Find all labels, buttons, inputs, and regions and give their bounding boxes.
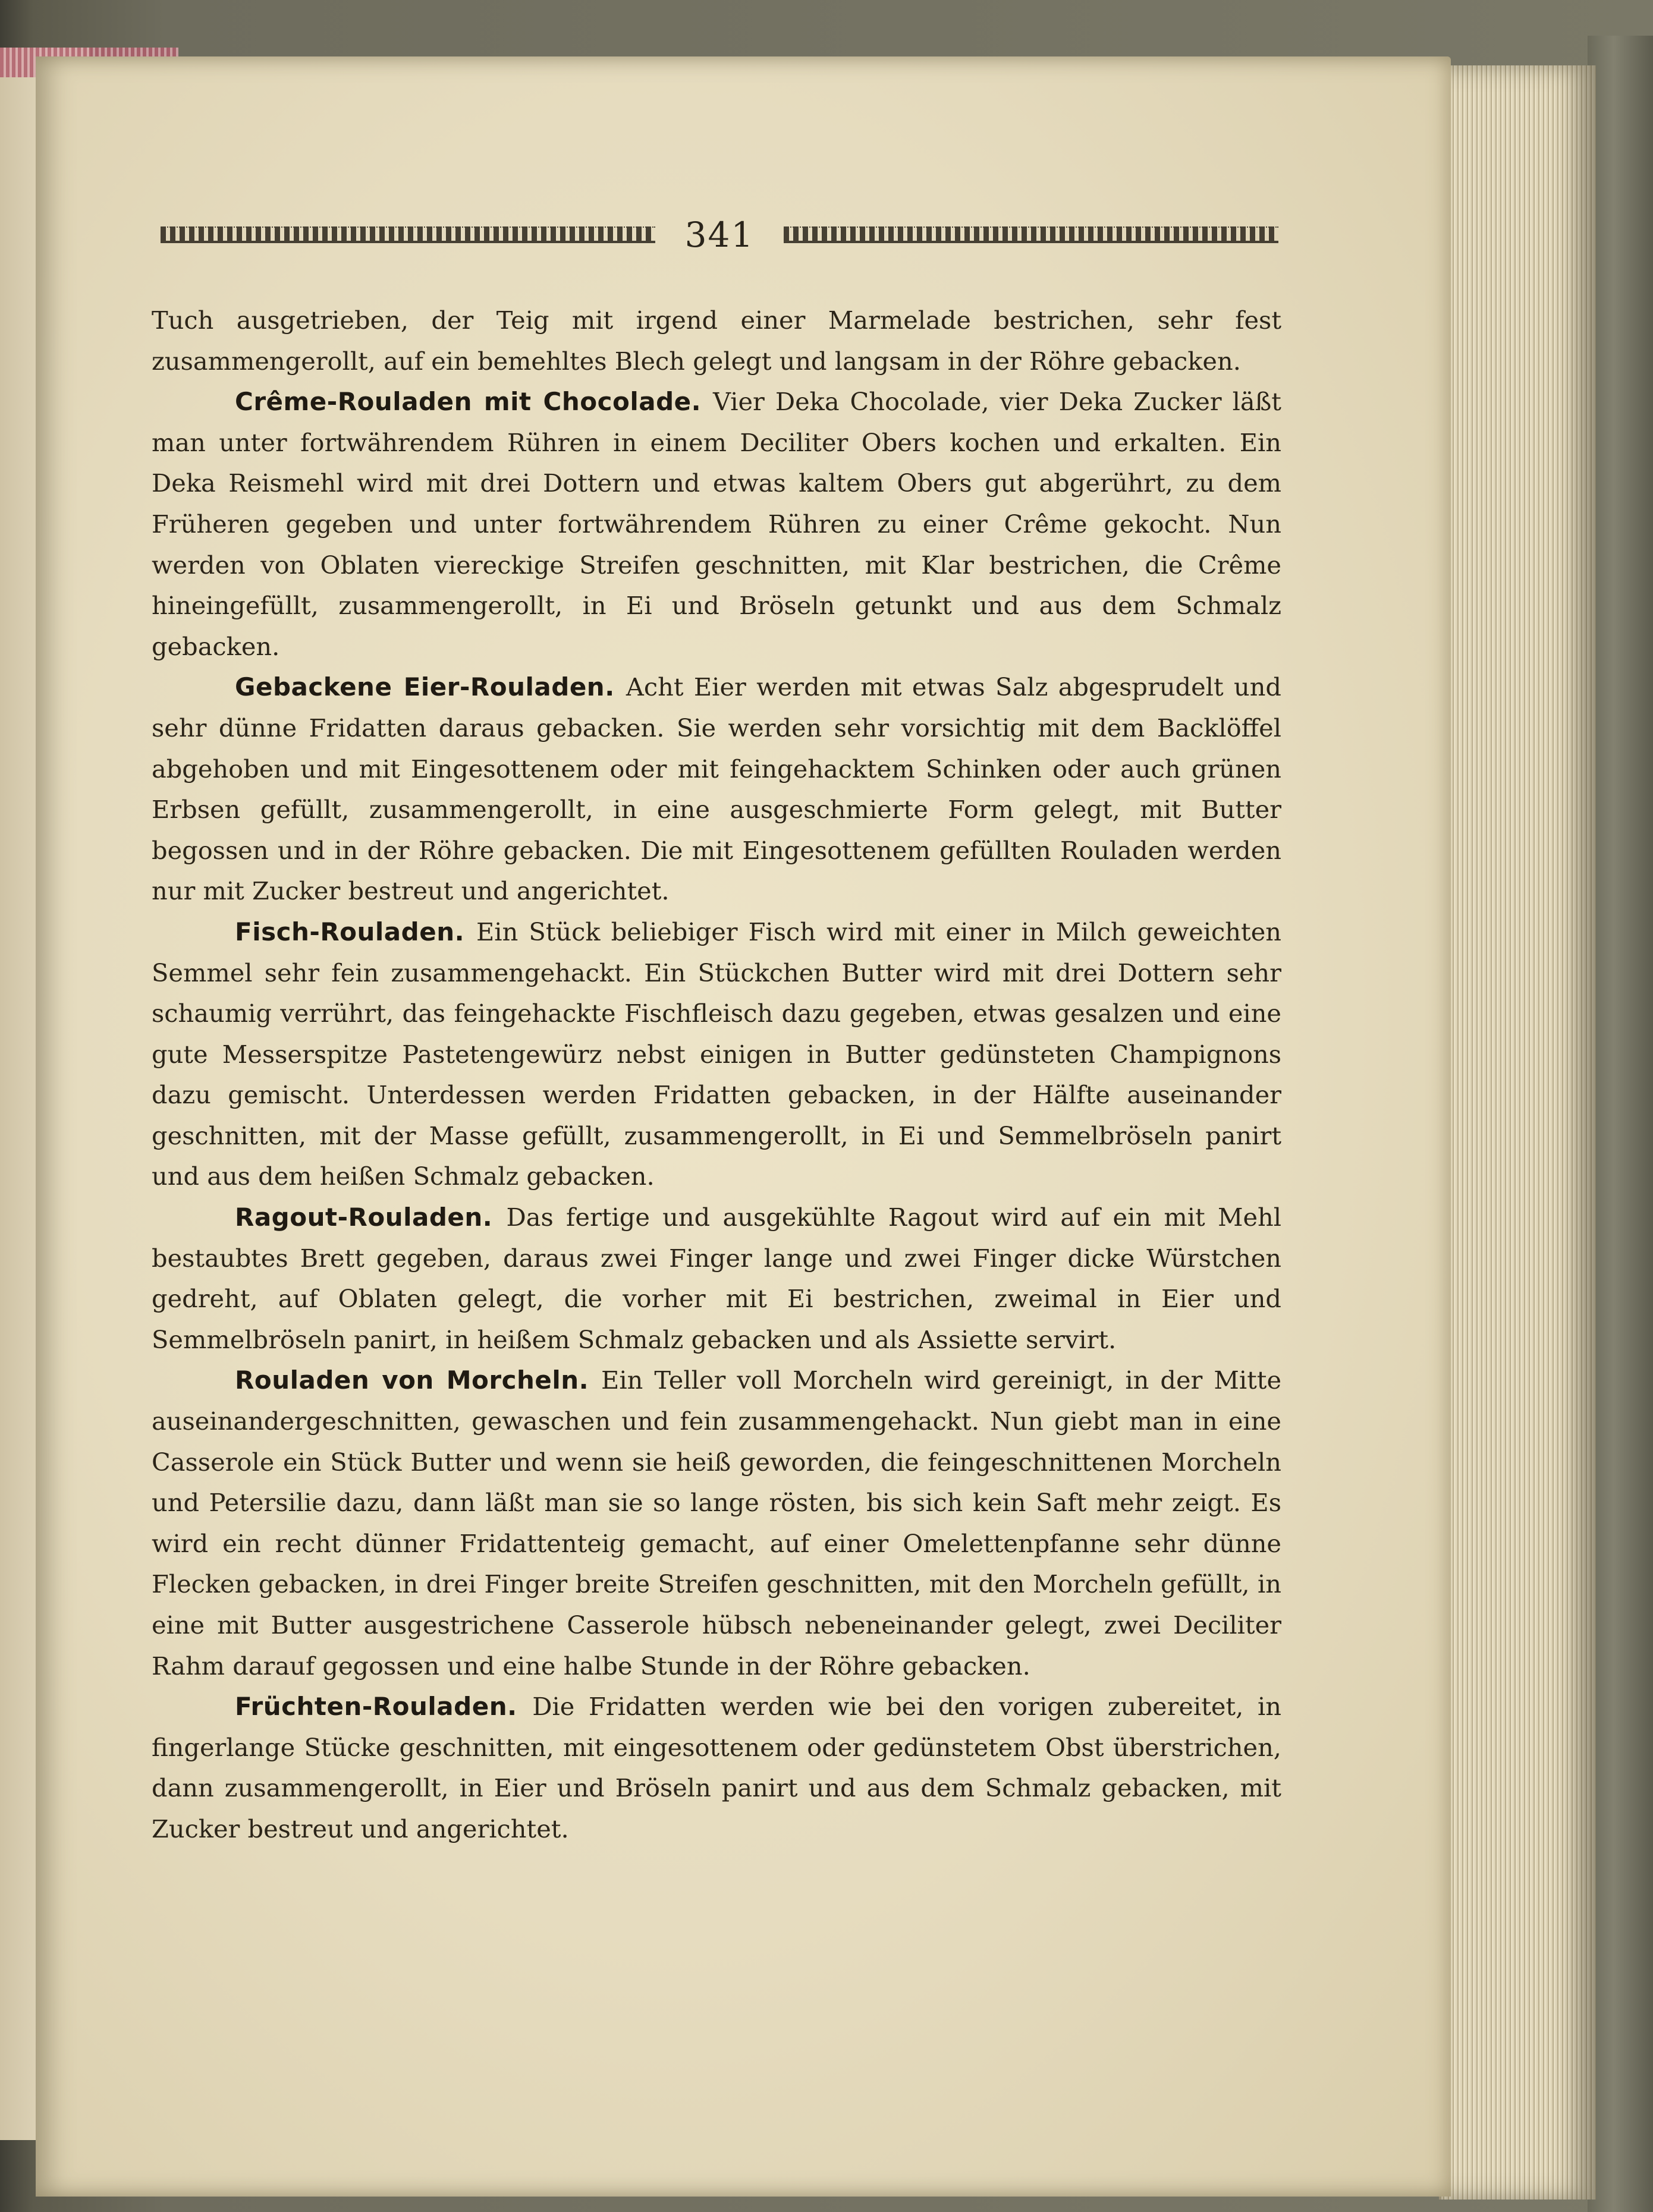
recipe-body: Die Fridatten werden wie bei den vorigen zubereitet, in fingerlange Stücke geschnitten, mit eingesottenem oder gedünstetem Obst überstrichen, dann zusammengerollt, in Eier und Bröseln panirt und aus dem Schmalz gebacken, mit Zucker bestreut und angerichtet. bbox=[152, 1692, 1282, 1843]
book-cover-edge bbox=[1588, 36, 1653, 2212]
recipe-heading: Gebackene Eier-Rouladen. bbox=[235, 672, 626, 702]
recipe-body: Das fertige und ausgekühlte Ragout wird auf ein mit Mehl bestaubtes Brett gegeben, daraus zwei Finger lange und zwei Finger dicke Würstchen gedreht, auf Oblaten gelegt, die vorher mit Ei bestrichen, zweimal in Eier und Semmelbröseln panirt, in heißem Schmalz gebacken und als Assiette servirt. bbox=[152, 1203, 1282, 1354]
ornament-rule-right bbox=[784, 226, 1278, 243]
recipe-body: Acht Eier werden mit etwas Salz abgesprudelt und sehr dünne Fridatten daraus gebacken. Sie werden sehr vorsichtig mit dem Backlöffel abgehoben und mit Eingesottenem oder mit feingehacktem Schinken oder auch grünen Erbsen gefüllt, zusammengerollt, in eine ausgeschmierte Form gelegt, mit Butter begossen und in der Röhre gebacken. Die mit Eingesottenem gefüllten Rouladen werden nur mit Zucker bestreut und angerichtet. bbox=[152, 672, 1281, 906]
recipe-fisch-rouladen bbox=[152, 912, 1281, 1197]
recipe-body: Ein Teller voll Morcheln wird gereinigt, in der Mitte auseinandergeschnitten, gewaschen und fein zusammengehackt. Nun giebt man in eine Casserole ein Stück Butter und wenn sie heiß geworden, die feingeschnittenen Morcheln und Petersilie dazu, dann läßt man sie so lange rösten, bis sich kein Saft mehr zeigt. Es wird ein recht dünner Fridattenteig gemacht, auf einer Omelettenpfanne sehr dünne Flecken gebacken, in drei Finger breite Streifen geschnitten, mit den Morcheln gefüllt, in eine mit Butter ausgestrichene Casserole hübsch nebeneinander gelegt, zwei Deciliter Rahm darauf gegossen und eine halbe Stunde in der Röhre gebacken. bbox=[152, 1365, 1282, 1681]
recipe-text bbox=[152, 300, 1281, 1850]
recipe-heading: Ragout-Rouladen. bbox=[235, 1203, 507, 1232]
paragraph-text: Tuch ausgetrieben, der Teig mit irgend einer Marmelade bestrichen, sehr fest zusammengerollt, auf ein bemehltes Blech gelegt und langsam in der Röhre gebacken. bbox=[152, 306, 1281, 376]
recipe-eier-rouladen bbox=[152, 667, 1281, 912]
recipe-body: Ein Stück beliebiger Fisch wird mit einer in Milch geweichten Semmel sehr fein zusammengehackt. Ein Stückchen Butter wird mit drei Dottern sehr schaumig verrührt, das feingehackte Fischfleisch dazu gegeben, etwas gesalzen und eine gute Messerspitze Pastetengewürz nebst einigen in Butter gedünsteten Champignons dazu gemischt. Unterdessen werden Fridatten gebacken, in der Hälfte auseinander geschnitten, mit der Masse gefüllt, zusammengerollt, in Ei und Semmelbröseln panirt und aus dem heißen Schmalz gebacken. bbox=[152, 917, 1281, 1191]
recipe-heading: Fisch-Rouladen. bbox=[235, 917, 477, 946]
recipe-fruechten-rouladen bbox=[152, 1686, 1281, 1849]
recipe-morcheln-rouladen bbox=[152, 1360, 1281, 1686]
page-number: 341 bbox=[684, 215, 755, 255]
recipe-heading: Crême-Rouladen mit Chocolade. bbox=[235, 387, 713, 417]
page-stack-edges bbox=[1439, 65, 1596, 2200]
recipe-heading: Früchten-Rouladen. bbox=[235, 1692, 533, 1722]
paragraph-intro bbox=[152, 300, 1281, 382]
running-head bbox=[161, 211, 1278, 259]
recipe-ragout-rouladen bbox=[152, 1197, 1281, 1360]
ornament-rule-left bbox=[161, 226, 655, 243]
recipe-creme-rouladen bbox=[152, 382, 1281, 667]
recipe-body: Vier Deka Chocolade, vier Deka Zucker läßt man unter fortwährendem Rühren in einem Deciliter Obers kochen und erkalten. Ein Deka Reismehl wird mit drei Dottern und etwas kaltem Obers gut abgerührt, zu dem Früheren gegeben und unter fortwährendem Rühren zu einer Crême gekocht. Nun werden von Oblaten viereckige Streifen geschnitten, mit Klar bestrichen, die Crême hineingefüllt, zusammengerollt, in Ei und Bröseln getunkt und aus dem Schmalz gebacken. bbox=[152, 387, 1281, 661]
recipe-heading: Rouladen von Morcheln. bbox=[235, 1365, 602, 1395]
